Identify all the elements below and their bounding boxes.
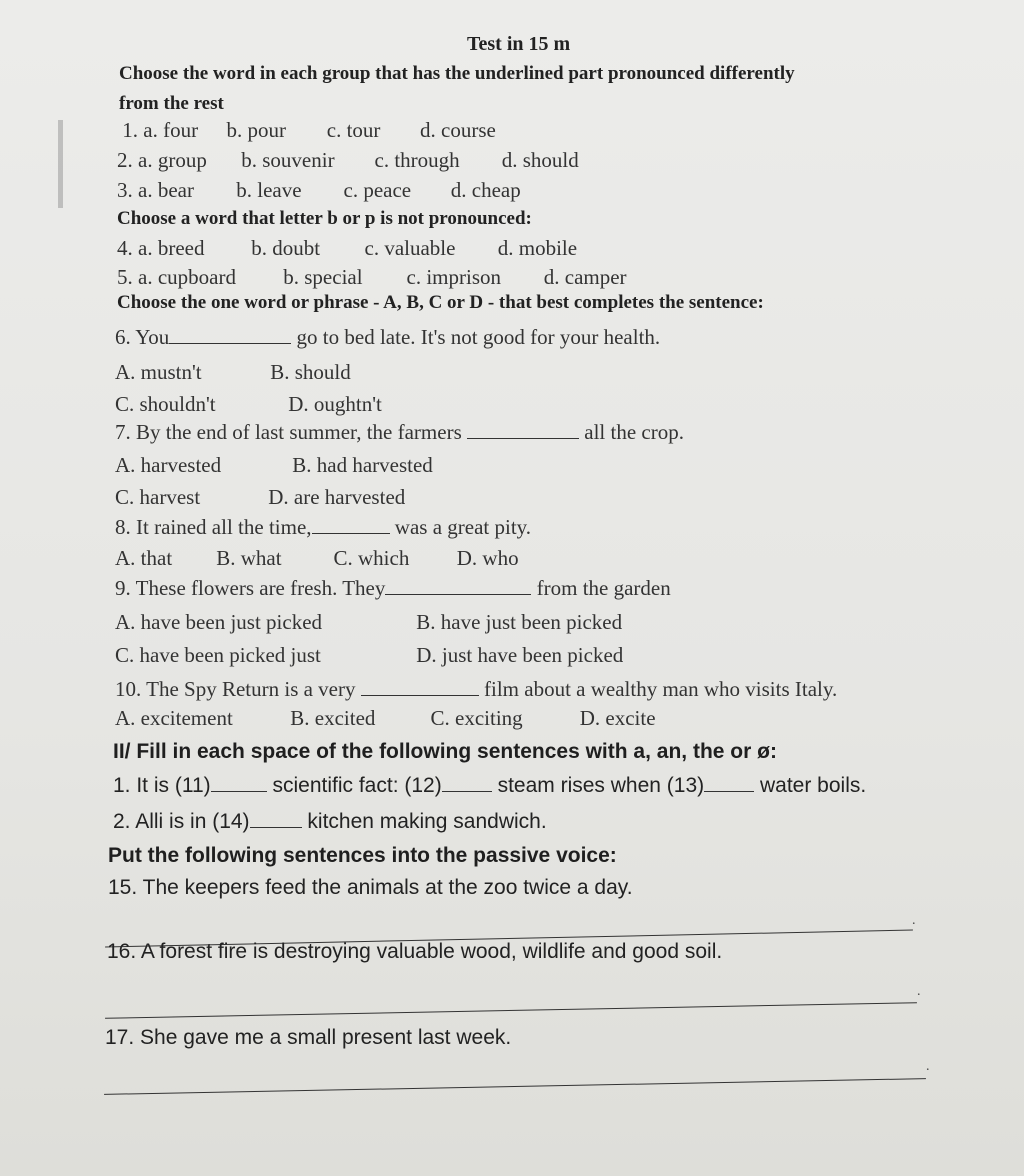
question-7-stem-end: all the crop. bbox=[584, 420, 684, 444]
section1-instruction-line1: Choose the word in each group that has the underlined part pronounced differently bbox=[119, 63, 795, 84]
question-1 bbox=[117, 118, 496, 143]
question-2-option-c: c. through bbox=[374, 148, 460, 172]
question-7-option-a: A. harvested bbox=[115, 453, 222, 477]
question-6-options-row2 bbox=[115, 392, 382, 417]
question-7-stem-start: 7. By the end of last summer, the farmers bbox=[115, 420, 462, 444]
question-4-option-d: d. mobile bbox=[497, 236, 578, 260]
fill-line-1-part4: water boils. bbox=[759, 774, 867, 797]
question-15: 15. The keepers feed the animals at the zoo twice a day. bbox=[108, 876, 633, 899]
question-4 bbox=[117, 236, 577, 261]
question-8-stem-end: was a great pity. bbox=[394, 515, 532, 539]
answer-line-16[interactable] bbox=[105, 1002, 917, 1019]
question-7 bbox=[115, 420, 684, 445]
question-17: 17. She gave me a small present last week. bbox=[105, 1026, 512, 1049]
section3-instruction: Choose the one word or phrase - A, B, C or D - that best completes the sentence: bbox=[117, 292, 764, 313]
question-9-option-b: B. have just been picked bbox=[416, 610, 623, 634]
question-9-option-c: C. have been picked just bbox=[115, 643, 321, 667]
question-6-blank[interactable] bbox=[169, 327, 291, 344]
question-3 bbox=[117, 178, 521, 203]
question-10-stem-end: film about a wealthy man who visits Italy. bbox=[484, 677, 838, 701]
question-6-stem-start: 6. You bbox=[115, 325, 170, 349]
question-3-option-c: c. peace bbox=[343, 178, 412, 202]
question-4-option-c: c. valuable bbox=[364, 236, 456, 260]
question-1-option-a: a. four bbox=[143, 118, 199, 142]
question-1-option-c: c. tour bbox=[326, 118, 381, 142]
fill-line-1 bbox=[113, 774, 866, 798]
fill-line-2 bbox=[113, 810, 547, 834]
question-5-option-d: d. camper bbox=[543, 265, 627, 289]
question-5-option-c: c. imprison bbox=[406, 265, 501, 289]
question-6-options-row1 bbox=[115, 360, 351, 385]
question-3-option-a: a. bear bbox=[138, 178, 194, 202]
question-3-number: 3. bbox=[117, 178, 133, 202]
question-6-option-c: C. shouldn't bbox=[115, 392, 216, 416]
question-9-option-d: D. just have been picked bbox=[416, 643, 624, 667]
question-9-stem-start: 9. These flowers are fresh. They bbox=[115, 576, 386, 600]
answer-line-17-dot: . bbox=[926, 1059, 930, 1074]
question-9-blank[interactable] bbox=[385, 578, 531, 595]
fill-line-1-part2: scientific fact: (12) bbox=[272, 774, 442, 797]
question-8-option-a: A. that bbox=[115, 546, 173, 570]
section4-instruction: II/ Fill in each space of the following sentences with a, an, the or ø: bbox=[113, 740, 777, 763]
question-9-option-a: A. have been just picked bbox=[115, 610, 323, 634]
question-10-option-d: D. excite bbox=[579, 706, 656, 730]
question-7-options-row1 bbox=[115, 453, 433, 478]
question-8-blank[interactable] bbox=[312, 517, 390, 534]
question-7-options-row2 bbox=[115, 485, 405, 510]
blank-11[interactable] bbox=[211, 775, 267, 792]
question-10-blank[interactable] bbox=[361, 679, 479, 696]
question-4-option-a: a. breed bbox=[138, 236, 205, 260]
question-8-options bbox=[115, 546, 519, 571]
question-8-option-d: D. who bbox=[456, 546, 519, 570]
section1-instruction-line2: from the rest bbox=[119, 93, 224, 114]
question-5 bbox=[117, 265, 627, 290]
blank-14[interactable] bbox=[250, 811, 302, 828]
question-4-number: 4. bbox=[117, 236, 133, 260]
question-10-option-b: B. excited bbox=[290, 706, 376, 730]
question-6-option-b: B. should bbox=[270, 360, 351, 384]
blank-13[interactable] bbox=[704, 775, 754, 792]
question-6 bbox=[115, 325, 660, 350]
fill-line-2-part1: 2. Alli is in (14) bbox=[113, 810, 250, 833]
question-5-number: 5. bbox=[117, 265, 133, 289]
answer-line-16-dot: . bbox=[917, 984, 921, 999]
test-title: Test in 15 m bbox=[467, 33, 571, 55]
margin-mark bbox=[58, 120, 63, 208]
question-10-option-a: A. excitement bbox=[115, 706, 233, 730]
question-8-option-b: B. what bbox=[216, 546, 282, 570]
question-2-number: 2. bbox=[117, 148, 133, 172]
blank-12[interactable] bbox=[442, 775, 492, 792]
question-7-option-b: B. had harvested bbox=[292, 453, 433, 477]
question-8 bbox=[115, 515, 531, 540]
question-2-option-b: b. souvenir bbox=[241, 148, 335, 172]
answer-line-15-dot: . bbox=[912, 913, 916, 928]
question-9-options-row1 bbox=[115, 610, 622, 635]
question-10-options bbox=[115, 706, 656, 731]
question-1-option-b: b. pour bbox=[226, 118, 286, 142]
question-6-option-a: A. mustn't bbox=[115, 360, 202, 384]
question-2-option-a: a. group bbox=[138, 148, 207, 172]
question-3-option-b: b. leave bbox=[236, 178, 302, 202]
question-1-number: 1. bbox=[122, 118, 138, 142]
question-7-option-c: C. harvest bbox=[115, 485, 201, 509]
question-10-stem-start: 10. The Spy Return is a very bbox=[115, 677, 356, 701]
question-10-option-c: C. exciting bbox=[430, 706, 523, 730]
question-4-option-b: b. doubt bbox=[251, 236, 321, 260]
fill-line-2-part2: kitchen making sandwich. bbox=[307, 810, 547, 833]
question-8-stem-start: 8. It rained all the time, bbox=[115, 515, 312, 539]
question-7-blank[interactable] bbox=[467, 422, 579, 439]
section5-instruction: Put the following sentences into the passive voice: bbox=[108, 844, 617, 867]
question-2-option-d: d. should bbox=[501, 148, 579, 172]
fill-line-1-part1: 1. It is (11) bbox=[113, 774, 211, 797]
question-5-option-a: a. cupboard bbox=[138, 265, 236, 289]
question-6-option-d: D. oughtn't bbox=[288, 392, 382, 416]
question-9-stem-end: from the garden bbox=[536, 576, 671, 600]
question-7-option-d: D. are harvested bbox=[268, 485, 406, 509]
question-5-option-b: b. special bbox=[283, 265, 363, 289]
question-9-options-row2 bbox=[115, 643, 623, 668]
question-3-option-d: d. cheap bbox=[450, 178, 521, 202]
question-10 bbox=[115, 677, 837, 702]
section2-instruction: Choose a word that letter b or p is not pronounced: bbox=[117, 208, 532, 229]
fill-line-1-part3: steam rises when (13) bbox=[497, 774, 705, 797]
question-2 bbox=[117, 148, 579, 173]
question-16: 16. A forest fire is destroying valuable wood, wildlife and good soil. bbox=[107, 940, 723, 963]
question-9 bbox=[115, 576, 671, 601]
question-8-option-c: C. which bbox=[333, 546, 410, 570]
answer-line-17[interactable] bbox=[104, 1078, 926, 1095]
question-1-option-d: d. course bbox=[420, 118, 496, 142]
question-6-stem-end: go to bed late. It's not good for your health. bbox=[296, 325, 661, 349]
